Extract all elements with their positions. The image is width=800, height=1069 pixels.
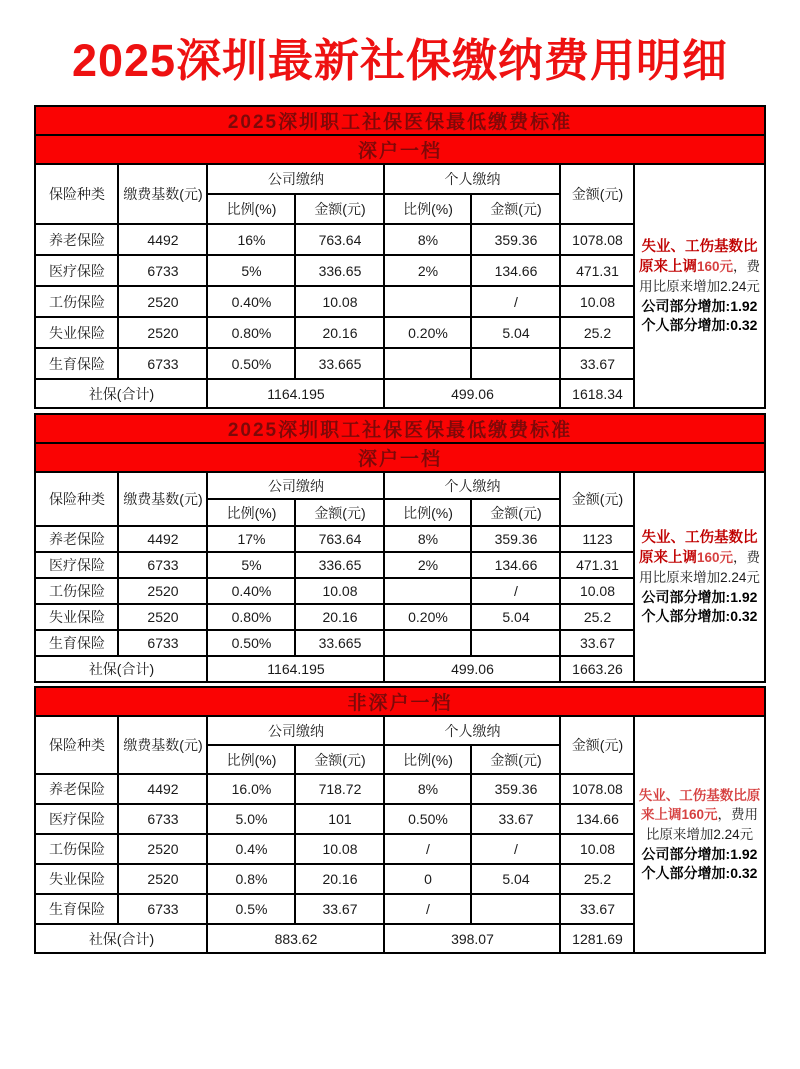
company-amount: 763.64 — [295, 224, 384, 255]
col-header-base: 缴费基数(元) — [118, 716, 207, 774]
insurance-name: 医疗保险 — [35, 552, 118, 578]
note-segment: 失业、工伤基数比原来上调160元 — [638, 787, 761, 823]
row-total: 1078.08 — [560, 224, 634, 255]
insurance-name: 医疗保险 — [35, 804, 118, 834]
row-total: 33.67 — [560, 348, 634, 379]
band-row — [35, 135, 764, 164]
company-rate: 5% — [207, 552, 295, 578]
band-row — [35, 687, 764, 716]
header-row — [35, 164, 764, 194]
total-label: 社保(合计) — [35, 656, 207, 682]
band-label: 2025深圳职工社保医保最低缴费标准 — [35, 106, 764, 135]
note-segment: 失业、工伤基数比原来上调 — [638, 529, 758, 566]
insurance-name: 医疗保险 — [35, 255, 118, 286]
col-header-rate: 比例(%) — [207, 745, 295, 774]
note-bold-line: 公司部分增加:1.92 — [641, 845, 758, 862]
personal-rate: 0.20% — [384, 317, 471, 348]
grand-total: 1618.34 — [560, 379, 634, 408]
personal-rate — [384, 578, 471, 604]
col-header-insurance-type: 保险种类 — [35, 716, 118, 774]
row-total: 1123 — [560, 526, 634, 552]
personal-total: 398.07 — [384, 924, 560, 953]
insurance-name: 工伤保险 — [35, 834, 118, 864]
personal-rate: 8% — [384, 774, 471, 804]
col-header-rate: 比例(%) — [384, 745, 471, 774]
band-label: 2025深圳职工社保医保最低缴费标准 — [35, 414, 764, 443]
base-value: 2520 — [118, 578, 207, 604]
insurance-name: 养老保险 — [35, 526, 118, 552]
personal-rate: / — [384, 834, 471, 864]
company-rate: 0.5% — [207, 894, 295, 924]
note-bold-line: 个人部分增加:0.32 — [641, 316, 758, 333]
col-header-amount: 金额(元) — [295, 194, 384, 224]
base-value: 4492 — [118, 526, 207, 552]
company-rate: 0.4% — [207, 834, 295, 864]
base-value: 2520 — [118, 834, 207, 864]
company-total: 883.62 — [207, 924, 384, 953]
note-bold-line: 个人部分增加:0.32 — [641, 864, 758, 881]
col-header-personal: 个人缴纳 — [384, 472, 560, 499]
note-bold-line: 公司部分增加:1.92 — [641, 588, 758, 605]
row-total: 471.31 — [560, 552, 634, 578]
col-header-company: 公司缴纳 — [207, 716, 384, 745]
personal-rate — [384, 348, 471, 379]
insurance-name: 生育保险 — [35, 630, 118, 656]
insurance-name: 生育保险 — [35, 894, 118, 924]
company-rate: 5.0% — [207, 804, 295, 834]
band-row — [35, 414, 764, 443]
personal-amount: / — [471, 286, 560, 317]
personal-rate: 8% — [384, 526, 471, 552]
table-shenhu-tier1-b — [34, 413, 765, 683]
company-amount: 101 — [295, 804, 384, 834]
note-cell — [634, 472, 764, 682]
col-header-insurance-type: 保险种类 — [35, 472, 118, 526]
personal-amount: 359.36 — [471, 224, 560, 255]
band-label: 深户一档 — [35, 443, 764, 472]
personal-amount: 33.67 — [471, 804, 560, 834]
company-amount: 33.665 — [295, 348, 384, 379]
row-total: 10.08 — [560, 578, 634, 604]
company-amount: 33.665 — [295, 630, 384, 656]
base-value: 6733 — [118, 255, 207, 286]
personal-total: 499.06 — [384, 656, 560, 682]
company-rate: 0.40% — [207, 286, 295, 317]
personal-total: 499.06 — [384, 379, 560, 408]
col-header-personal: 个人缴纳 — [384, 164, 560, 194]
personal-rate: 8% — [384, 224, 471, 255]
personal-rate: / — [384, 894, 471, 924]
base-value: 6733 — [118, 552, 207, 578]
table-shenhu-tier1-a — [34, 105, 765, 409]
col-header-total: 金额(元) — [560, 716, 634, 774]
company-rate: 0.80% — [207, 604, 295, 630]
company-rate: 0.40% — [207, 578, 295, 604]
note-segment: ，费用比原来增加2.24元 — [645, 807, 758, 842]
page-title: 2025深圳最新社保缴纳费用明细 — [71, 35, 729, 86]
company-rate: 17% — [207, 526, 295, 552]
base-value: 6733 — [118, 804, 207, 834]
company-amount: 10.08 — [295, 578, 384, 604]
col-header-rate: 比例(%) — [207, 194, 295, 224]
company-amount: 20.16 — [295, 604, 384, 630]
row-total: 33.67 — [560, 630, 634, 656]
company-rate: 16% — [207, 224, 295, 255]
col-header-amount: 金额(元) — [471, 745, 560, 774]
base-value: 6733 — [118, 894, 207, 924]
base-value: 2520 — [118, 286, 207, 317]
row-total: 25.2 — [560, 864, 634, 894]
company-rate: 0.80% — [207, 317, 295, 348]
personal-amount: / — [471, 834, 560, 864]
base-value: 2520 — [118, 317, 207, 348]
col-header-base: 缴费基数(元) — [118, 472, 207, 526]
personal-amount — [471, 348, 560, 379]
row-total: 10.08 — [560, 834, 634, 864]
personal-rate — [384, 286, 471, 317]
insurance-name: 工伤保险 — [35, 286, 118, 317]
company-amount: 10.08 — [295, 834, 384, 864]
band-row — [35, 443, 764, 472]
col-header-amount: 金额(元) — [295, 745, 384, 774]
row-total: 1078.08 — [560, 774, 634, 804]
insurance-name: 工伤保险 — [35, 578, 118, 604]
grand-total: 1281.69 — [560, 924, 634, 953]
total-label: 社保(合计) — [35, 379, 207, 408]
header-row — [35, 472, 764, 499]
personal-amount: 134.66 — [471, 552, 560, 578]
row-total: 10.08 — [560, 286, 634, 317]
personal-amount — [471, 894, 560, 924]
row-total: 471.31 — [560, 255, 634, 286]
company-rate: 0.8% — [207, 864, 295, 894]
company-rate: 0.50% — [207, 348, 295, 379]
note-segment: ，费用比原来增加2.24元 — [639, 258, 761, 294]
company-amount: 763.64 — [295, 526, 384, 552]
col-header-rate: 比例(%) — [384, 499, 471, 526]
col-header-base: 缴费基数(元) — [118, 164, 207, 224]
personal-rate: 0.20% — [384, 604, 471, 630]
personal-amount: 5.04 — [471, 604, 560, 630]
base-value: 4492 — [118, 224, 207, 255]
company-amount: 33.67 — [295, 894, 384, 924]
col-header-company: 公司缴纳 — [207, 164, 384, 194]
row-total: 134.66 — [560, 804, 634, 834]
company-total: 1164.195 — [207, 379, 384, 408]
personal-amount: 359.36 — [471, 774, 560, 804]
base-value: 6733 — [118, 630, 207, 656]
col-header-rate: 比例(%) — [207, 499, 295, 526]
base-value: 4492 — [118, 774, 207, 804]
company-amount: 336.65 — [295, 255, 384, 286]
insurance-name: 养老保险 — [35, 774, 118, 804]
total-label: 社保(合计) — [35, 924, 207, 953]
personal-rate: 0.50% — [384, 804, 471, 834]
company-amount: 718.72 — [295, 774, 384, 804]
band-row — [35, 106, 764, 135]
col-header-total: 金额(元) — [560, 164, 634, 224]
company-amount: 10.08 — [295, 286, 384, 317]
col-header-amount: 金额(元) — [471, 499, 560, 526]
col-header-amount: 金额(元) — [295, 499, 384, 526]
company-rate: 5% — [207, 255, 295, 286]
header-row — [35, 716, 764, 745]
insurance-name: 养老保险 — [35, 224, 118, 255]
base-value: 2520 — [118, 864, 207, 894]
company-total: 1164.195 — [207, 656, 384, 682]
note-paragraph — [637, 528, 761, 588]
company-amount: 20.16 — [295, 864, 384, 894]
note-cell — [634, 164, 764, 408]
insurance-name: 生育保险 — [35, 348, 118, 379]
base-value: 6733 — [118, 348, 207, 379]
table-non-shenhu-tier1 — [34, 686, 765, 954]
note-bold-line: 个人部分增加:0.32 — [641, 607, 758, 624]
col-header-insurance-type: 保险种类 — [35, 164, 118, 224]
insurance-name: 失业保险 — [35, 317, 118, 348]
note-segment: 失业、工伤基数比原来上调 — [638, 238, 758, 275]
personal-rate: 2% — [384, 552, 471, 578]
col-header-company: 公司缴纳 — [207, 472, 384, 499]
personal-rate: 0 — [384, 864, 471, 894]
col-header-amount: 金额(元) — [471, 194, 560, 224]
col-header-rate: 比例(%) — [384, 194, 471, 224]
note-segment: ，费用比原来增加2.24元 — [639, 549, 761, 585]
band-label: 深户一档 — [35, 135, 764, 164]
insurance-name: 失业保险 — [35, 864, 118, 894]
note-paragraph — [637, 237, 761, 297]
personal-amount — [471, 630, 560, 656]
note-paragraph — [637, 786, 761, 845]
row-total: 25.2 — [560, 317, 634, 348]
row-total: 25.2 — [560, 604, 634, 630]
personal-amount: / — [471, 578, 560, 604]
personal-amount: 134.66 — [471, 255, 560, 286]
note-segment: 160元 — [696, 549, 734, 565]
company-rate: 16.0% — [207, 774, 295, 804]
band-label: 非深户一档 — [35, 687, 764, 716]
personal-amount: 5.04 — [471, 864, 560, 894]
col-header-personal: 个人缴纳 — [384, 716, 560, 745]
note-cell — [634, 716, 764, 953]
base-value: 2520 — [118, 604, 207, 630]
tables-container — [0, 105, 800, 954]
insurance-name: 失业保险 — [35, 604, 118, 630]
personal-rate — [384, 630, 471, 656]
row-total: 33.67 — [560, 894, 634, 924]
grand-total: 1663.26 — [560, 656, 634, 682]
personal-amount: 5.04 — [471, 317, 560, 348]
col-header-total: 金额(元) — [560, 472, 634, 526]
note-segment: 160元 — [696, 258, 734, 274]
note-bold-line: 公司部分增加:1.92 — [641, 297, 758, 314]
company-amount: 336.65 — [295, 552, 384, 578]
personal-rate: 2% — [384, 255, 471, 286]
company-rate: 0.50% — [207, 630, 295, 656]
company-amount: 20.16 — [295, 317, 384, 348]
personal-amount: 359.36 — [471, 526, 560, 552]
